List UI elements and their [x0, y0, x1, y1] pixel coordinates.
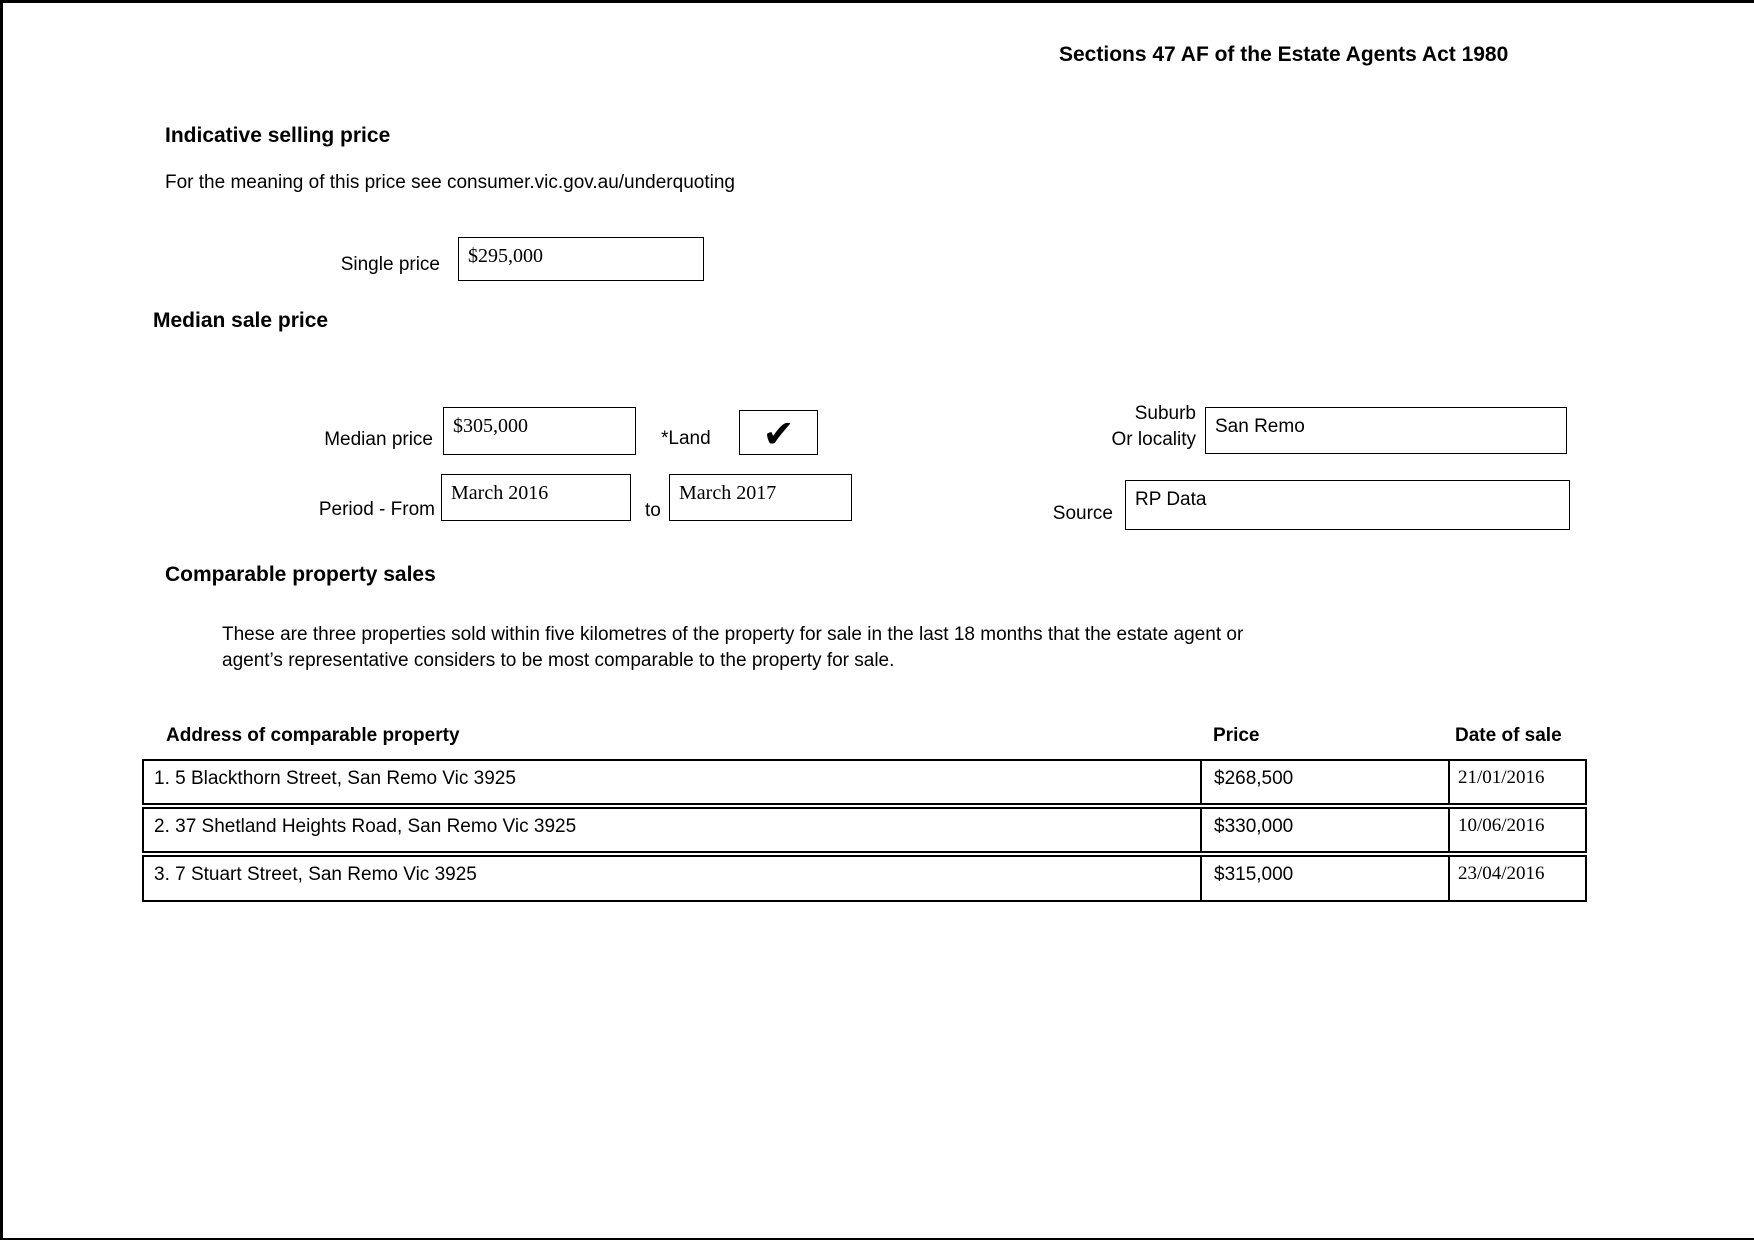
price-cell[interactable]: $315,000 — [1200, 857, 1448, 900]
table-row — [142, 855, 1587, 902]
period-to-field[interactable] — [669, 474, 852, 521]
table-header-price: Price — [1213, 725, 1260, 746]
comparable-description-line2: agent’s representative considers to be most comparable to the property for sale. — [222, 650, 895, 671]
median-price-value: $305,000 — [453, 415, 528, 437]
period-from-value: March 2016 — [451, 482, 549, 504]
median-sale-price-heading: Median sale price — [153, 309, 329, 332]
suburb-label-line2: Or locality — [1111, 428, 1196, 450]
table-row — [142, 807, 1587, 853]
comparable-description-line1: These are three properties sold within five kilometres of the property for sale in the last 18 months that the estate agent or — [222, 624, 1244, 645]
suburb-label-line1: Suburb — [1134, 403, 1196, 424]
underquoting-note: For the meaning of this price see consumer.vic.gov.au/underquoting — [165, 172, 735, 193]
land-checkbox[interactable] — [739, 410, 818, 455]
median-price-field[interactable] — [443, 407, 636, 455]
single-price-label: Single price — [340, 254, 440, 275]
address-cell[interactable]: 1. 5 Blackthorn Street, San Remo Vic 3925 — [154, 768, 516, 789]
indicative-selling-price-heading: Indicative selling price — [165, 124, 391, 147]
page-title: Sections 47 AF of the Estate Agents Act 1980 — [1059, 43, 1509, 66]
table-header-address: Address of comparable property — [166, 725, 460, 746]
source-field[interactable] — [1125, 480, 1570, 530]
address-cell[interactable]: 3. 7 Stuart Street, San Remo Vic 3925 — [154, 864, 477, 885]
single-price-value: $295,000 — [468, 245, 543, 267]
comparable-property-sales-heading: Comparable property sales — [165, 563, 436, 586]
suburb-field[interactable] — [1205, 407, 1567, 454]
table-row — [142, 759, 1587, 805]
date-cell[interactable]: 10/06/2016 — [1448, 809, 1585, 851]
suburb-label — [1043, 401, 1196, 452]
source-value: RP Data — [1135, 489, 1207, 510]
checkmark-icon: ✔ — [762, 411, 795, 456]
date-cell[interactable]: 23/04/2016 — [1448, 857, 1585, 900]
single-price-field[interactable] — [458, 237, 704, 281]
price-cell[interactable]: $330,000 — [1200, 809, 1448, 851]
median-price-label: Median price — [324, 429, 433, 450]
address-cell[interactable]: 2. 37 Shetland Heights Road, San Remo Vic 3925 — [154, 816, 577, 837]
date-cell[interactable]: 21/01/2016 — [1448, 761, 1585, 803]
suburb-value: San Remo — [1215, 416, 1305, 437]
table-header-date: Date of sale — [1455, 725, 1562, 746]
period-to-label: to — [645, 500, 661, 521]
land-label: *Land — [661, 428, 711, 449]
period-to-value: March 2017 — [679, 482, 777, 504]
period-from-field[interactable] — [441, 474, 631, 521]
price-cell[interactable]: $268,500 — [1200, 761, 1448, 803]
source-label: Source — [1052, 503, 1113, 524]
period-from-label: Period - From — [318, 499, 435, 520]
